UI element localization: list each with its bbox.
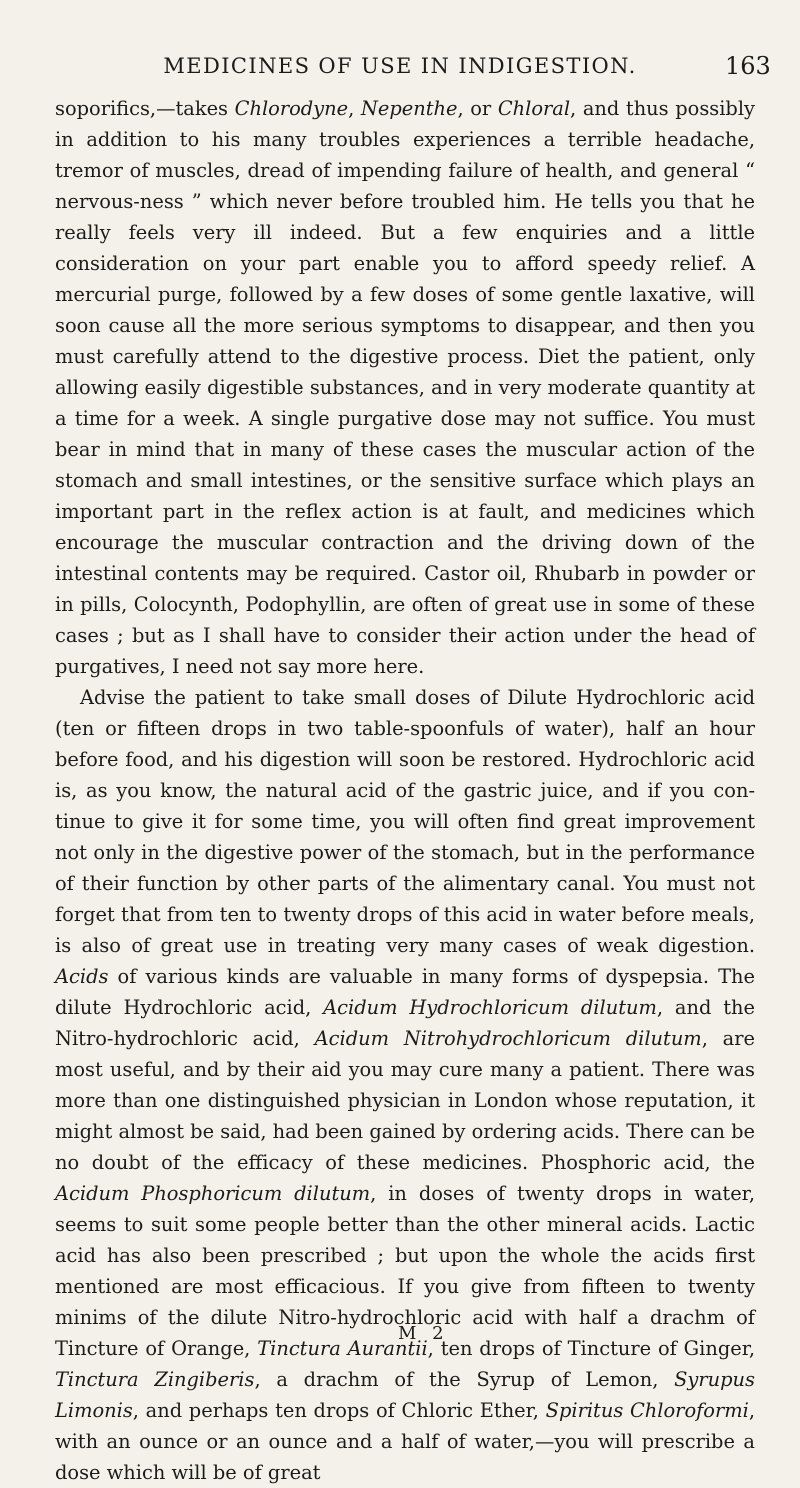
italic-term: Tinctura Aurantii — [257, 1337, 428, 1360]
italic-term: Acidum Nitrohydrochloricum dilutum — [314, 1027, 702, 1050]
paragraph — [55, 93, 755, 682]
text-run: , or — [457, 97, 498, 120]
text-run: , and perhaps ten drops of Chloric Ether, — [132, 1399, 546, 1422]
italic-term: Chlorodyne — [234, 97, 349, 120]
signature-mark: M 2 — [398, 1323, 449, 1344]
body-text — [55, 93, 755, 1488]
text-run: , a drachm of the Syrup of Lemon, — [254, 1368, 675, 1391]
running-head — [0, 52, 800, 86]
italic-term: Acidum Phosphoricum dilutum — [55, 1182, 371, 1205]
paragraph — [55, 682, 755, 1488]
text-run: Advise the patient to take small doses of Dilute Hydrochloric acid (ten or fifteen drops in two table-spoonfuls of water), half an hour before food, and his digestion will soon be restored. Hydrochloric acid is, as you know, the natural acid of the gastric juice, and if you con-tinue to give it for some time, you will often find great improvement not only in the digestive power of the stomach, but in the performance of their function by other parts of the alimentary canal. You must not forget that from ten to twenty drops of this acid in water before meals, is also of great use in treating very many cases of weak digestion. — [55, 686, 755, 957]
text-run: , and thus possibly in addition to his many troubles experiences a terrible headache, tremor of muscles, dread of impending failure of health, and general “ nervous-ness ” which never before troubled him. He tells you that he really feels very ill indeed. But a few enquiries and a little consideration on your part enable you to afford speedy relief. A mercurial purge, followed by a few doses of some gentle laxative, will soon cause all the more serious symptoms to disappear, and then you must carefully attend to the digestive process. Diet the patient, only allowing easily digestible substances, and in very moderate quantity at a time for a week. A single purgative dose may not suffice. You must bear in mind that in many of these cases the muscular action of the stomach and small intestines, or the sensitive surface which plays an important part in the reflex action is at fault, and medicines which encourage the muscular contraction and the driving down of the intestinal contents may be required. Castor oil, Rhubarb in powder or in pills, Colocynth, Podophyllin, are often of great use in some of these cases ; but as I shall have to consider their action under the head of purgatives, I need not say more here. — [55, 97, 755, 678]
italic-term: Acids — [55, 965, 109, 988]
text-run: , and the Nitro-hydrochloric acid, — [55, 996, 755, 1050]
text-run: , with an ounce or an ounce and a half of water,—you will prescribe a dose which will be of great — [55, 1399, 755, 1484]
text-run: , ten drops of Tincture of Ginger, — [427, 1337, 756, 1360]
italic-term: Chloral — [497, 97, 571, 120]
text-run: , are most useful, and by their aid you may cure many a patient. There was more than one distinguished physician in London whose reputation, it might almost be said, had been gained by ordering acids. There can be no doubt of the efficacy of these medicines. Phosphoric acid, the — [55, 1027, 756, 1174]
italic-term: Tinctura Zingiberis — [55, 1368, 255, 1391]
text-run: soporifics,—takes — [55, 97, 235, 120]
text-run: , — [348, 97, 361, 120]
italic-term: Acidum Hydrochloricum dilutum — [323, 996, 657, 1019]
page-number: 163 — [725, 52, 771, 80]
running-title: MEDICINES OF USE IN INDIGESTION. — [163, 54, 637, 78]
text-run: of various kinds are valuable in many forms of dyspepsia. The dilute Hydrochloric acid, — [55, 965, 755, 1019]
italic-term: Syrupus Limonis — [55, 1368, 755, 1422]
italic-term: Nepenthe — [360, 97, 458, 120]
text-run: , in doses of twenty drops in water, seems to suit some people better than the other mineral acids. Lactic acid has also been prescribed ; but upon the whole the acids first mentioned are most efficacious. If you give from fifteen to twenty minims of the dilute Nitro-hydrochloric acid with half a drachm of Tincture of Orange, — [55, 1182, 755, 1360]
italic-term: Spiritus Chloroformi — [545, 1399, 749, 1422]
